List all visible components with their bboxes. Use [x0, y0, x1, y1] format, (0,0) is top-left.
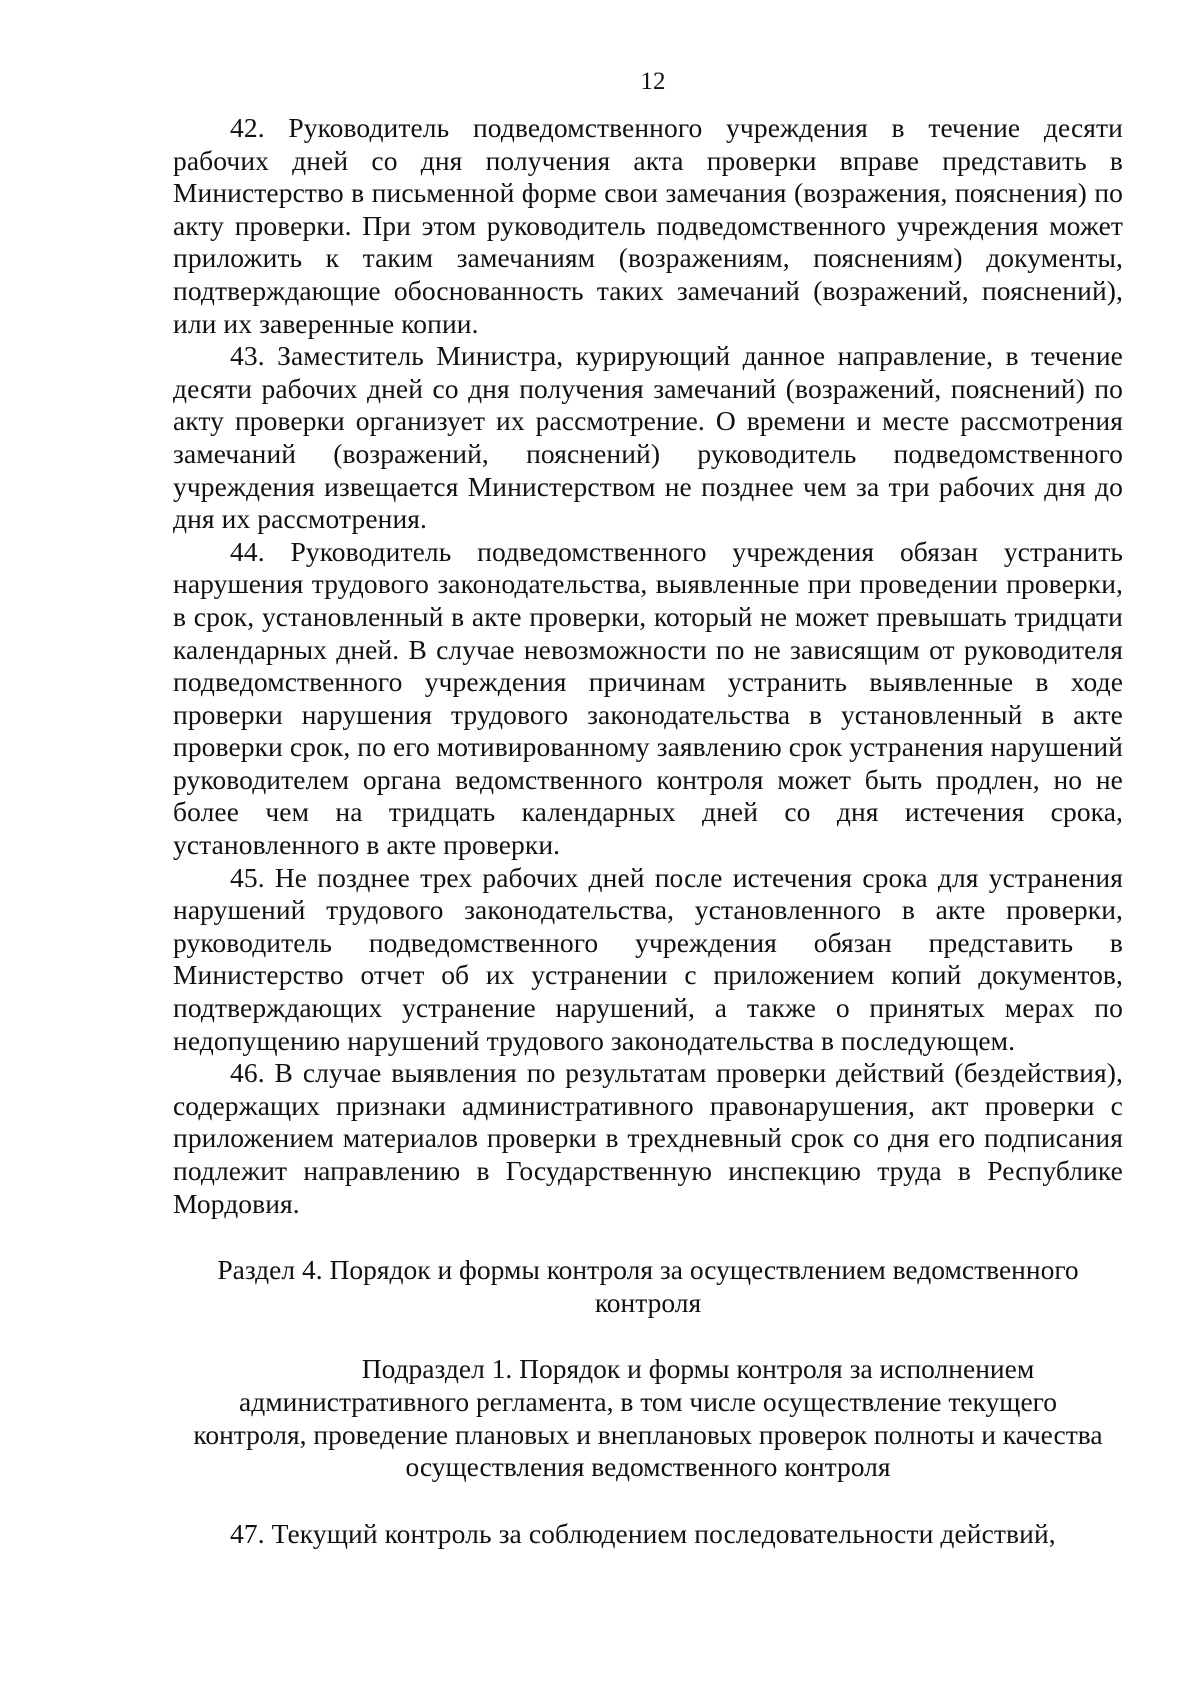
subsection-heading-line-3: контроля, проведение плановых и внеплановых проверок полноты и качества [193, 1418, 1103, 1450]
page-content [173, 66, 1123, 1550]
subsection-heading [173, 1353, 1123, 1483]
paragraph-45: 45. Не позднее трех рабочих дней после истечения срока для устранения нарушений трудового законодательства, установленного в акте проверки, руководитель подведомственного учреждения обязан представить в Министерство отчет об их устранении с приложением копий документов, подтверждающих устранение нарушений, а также о принятых мерах по недопущению нарушений трудового законодательства в последующем. [173, 861, 1123, 1056]
subsection-heading-line-4: осуществления ведомственного контроля [405, 1451, 891, 1483]
section-heading-line-2: контроля [594, 1286, 702, 1318]
paragraph-44: 44. Руководитель подведомственного учреждения обязан устранить нарушения трудового законодательства, выявленные при проведении проверки, в срок, установленный в акте проверки, который не может превышать тридцати календарных дней. В случае невозможности по не зависящим от руководителя подведомственного учреждения причинам устранить выявленные в ходе проверки нарушения трудового законодательства в установленный в акте проверки срок, по его мотивированному заявлению срок устранения нарушений руководителем органа ведомственного контроля может быть продлен, но не более чем на тридцать календарных дней со дня истечения срока, установленного в акте проверки. [173, 535, 1123, 861]
subsection-heading-line-1: Подраздел 1. Порядок и формы контроля за исполнением [361, 1353, 1035, 1385]
section-heading [173, 1254, 1123, 1319]
subsection-heading-line-2: административного регламента, в том числе осуществление текущего [239, 1385, 1057, 1417]
section-heading-line-1: Раздел 4. Порядок и формы контроля за осуществлением ведомственного [217, 1254, 1079, 1286]
paragraph-43: 43. Заместитель Министра, курирующий данное направление, в течение десяти рабочих дней со дня получения замечаний (возражений, пояснений) по акту проверки организует их рассмотрение. О времени и месте рассмотрения замечаний (возражений, пояснений) руководитель подведомственного учреждения извещается Министерством не позднее чем за три рабочих дня до дня их рассмотрения. [173, 340, 1123, 535]
paragraph-47: 47. Текущий контроль за соблюдением последовательности действий, [230, 1517, 1056, 1549]
paragraph-46: 46. В случае выявления по результатам проверки действий (бездействия), содержащих признаки административного правонарушения, акт проверки с приложением материалов проверки в трехдневный срок со дня его подписания подлежит направлению в Государственную инспекцию труда в Республике Мордовия. [173, 1057, 1123, 1219]
page-number: 12 [640, 68, 666, 95]
paragraph-42: 42. Руководитель подведомственного учреждения в течение десяти рабочих дней со дня получения акта проверки вправе представить в Министерство в письменной форме свои замечания (возражения, пояснения) по акту проверки. При этом руководитель подведомственного учреждения может приложить к таким замечаниям (возражениям, пояснениям) документы, подтверждающие обоснованность таких замечаний (возражений, пояснений), или их заверенные копии. [173, 112, 1123, 339]
